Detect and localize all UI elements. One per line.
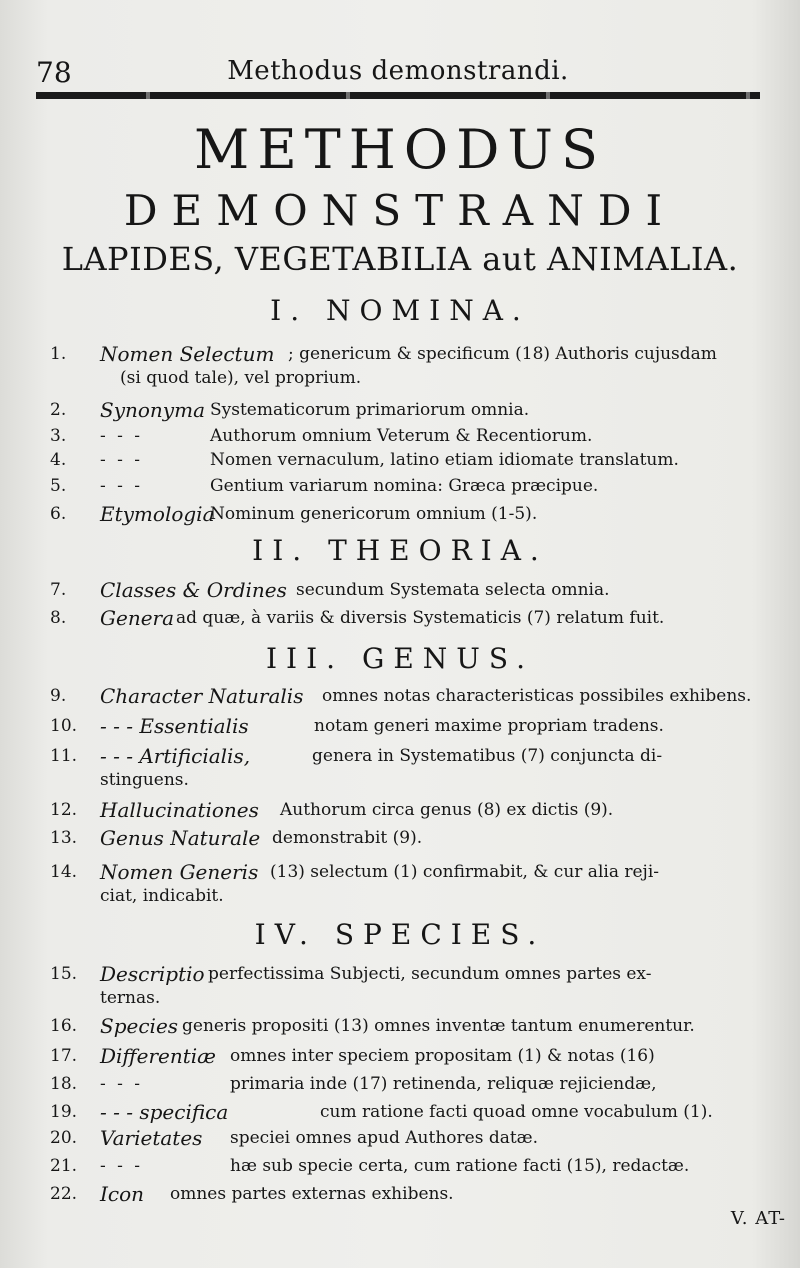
header-rule	[36, 92, 760, 99]
item-text: demonstrabit (9).	[272, 828, 423, 848]
item-text: (13) selectum (1) confirmabit, & cur alia reji-	[270, 862, 659, 882]
title-line-1: METHODUS	[194, 118, 606, 181]
item-text: ad quæ, à variis & diversis Systematicis (7) relatum fuit.	[176, 608, 665, 628]
item-number: 1.	[50, 344, 67, 364]
item-term: Nomen Selectum	[100, 342, 275, 366]
title-line-2: DEMONSTRANDI	[123, 186, 677, 235]
item-text-continued: (si quod tale), vel proprium.	[120, 368, 362, 388]
item-term: - - -	[100, 1156, 144, 1176]
item-term: - - -	[100, 450, 144, 470]
item-term: Varietates	[100, 1126, 203, 1150]
item-term: - - -	[100, 426, 144, 446]
item-number: 3.	[50, 426, 67, 446]
page-number: 78	[36, 56, 72, 89]
item-text-continued: stinguens.	[100, 770, 189, 790]
item-text: hæ sub specie certa, cum ratione facti (15), redactæ.	[230, 1156, 690, 1176]
item-number: 8.	[50, 608, 67, 628]
item-text: Systematicorum primariorum omnia.	[210, 400, 530, 420]
item-number: 19.	[50, 1102, 78, 1122]
item-number: 13.	[50, 828, 78, 848]
item-term: - - -	[100, 476, 144, 496]
item-number: 18.	[50, 1074, 78, 1094]
item-text: primaria inde (17) retinenda, reliquæ rejiciendæ,	[230, 1074, 657, 1094]
item-term: Classes & Ordines	[100, 578, 287, 602]
item-text: omnes partes externas exhibens.	[170, 1184, 454, 1204]
item-term: Icon	[100, 1182, 145, 1206]
item-text: Nomen vernaculum, latino etiam idiomate translatum.	[210, 450, 679, 470]
item-number: 21.	[50, 1156, 78, 1176]
item-term: Differentiæ	[100, 1044, 216, 1068]
item-text: generis propositi (13) omnes inventæ tantum enumerentur.	[182, 1016, 695, 1036]
item-text: Authorum omnium Veterum & Recentiorum.	[210, 426, 593, 446]
item-text: omnes notas characteristicas possibiles exhibens.	[322, 686, 752, 706]
item-text-continued: ternas.	[100, 988, 161, 1008]
item-number: 16.	[50, 1016, 78, 1036]
item-number: 11.	[50, 746, 78, 766]
item-number: 7.	[50, 580, 67, 600]
title-line-3: LAPIDES, VEGETABILIA aut ANIMALIA.	[61, 240, 739, 278]
section-heading-species: IV. SPECIES.	[254, 918, 546, 951]
item-term: Descriptio	[100, 962, 205, 986]
item-text: perfectissima Subjecti, secundum omnes partes ex-	[208, 964, 652, 984]
item-term: - - - specifica	[100, 1100, 229, 1124]
item-number: 12.	[50, 800, 78, 820]
page-header	[36, 54, 760, 88]
item-term: - - - Artificialis,	[100, 744, 251, 768]
item-term: Hallucinationes	[100, 798, 259, 822]
item-number: 22.	[50, 1184, 78, 1204]
item-number: 2.	[50, 400, 67, 420]
item-term: Species	[100, 1014, 179, 1038]
item-number: 17.	[50, 1046, 78, 1066]
section-heading-nomina: I. NOMINA.	[270, 294, 530, 327]
item-text: Nominum genericorum omnium (1-5).	[210, 504, 538, 524]
section-heading-theoria: II. THEORIA.	[252, 534, 548, 567]
item-text: Authorum circa genus (8) ex dictis (9).	[280, 800, 614, 820]
item-number: 14.	[50, 862, 78, 882]
item-text: secundum Systemata selecta omnia.	[296, 580, 610, 600]
item-number: 5.	[50, 476, 67, 496]
catchword: V. AT-	[730, 1208, 786, 1229]
item-text-continued: ciat, indicabit.	[100, 886, 224, 906]
item-term: Nomen Generis	[100, 860, 259, 884]
item-number: 15.	[50, 964, 78, 984]
item-text: omnes inter speciem propositam (1) & notas (16)	[230, 1046, 655, 1066]
running-head: Methodus demonstrandi.	[227, 56, 569, 86]
item-text: Gentium variarum nomina: Græca præcipue.	[210, 476, 599, 496]
item-number: 10.	[50, 716, 78, 736]
item-number: 4.	[50, 450, 67, 470]
item-term: Etymologia	[100, 502, 215, 526]
item-term: Genus Naturale	[100, 826, 261, 850]
item-term: Character Naturalis	[100, 684, 304, 708]
item-term: Genera	[100, 606, 175, 630]
item-term: - - -	[100, 1074, 144, 1094]
item-text: ; genericum & specificum (18) Authoris cujusdam	[288, 344, 717, 364]
section-heading-genus: III. GENUS.	[266, 642, 534, 675]
item-text: cum ratione facti quoad omne vocabulum (1).	[320, 1102, 713, 1122]
item-text: genera in Systematibus (7) conjuncta di-	[312, 746, 663, 766]
item-number: 6.	[50, 504, 67, 524]
item-number: 9.	[50, 686, 67, 706]
item-term: - - - Essentialis	[100, 714, 249, 738]
item-text: notam generi maxime propriam tradens.	[314, 716, 664, 736]
item-term: Synonyma	[100, 398, 205, 422]
item-text: speciei omnes apud Authores datæ.	[230, 1128, 539, 1148]
item-number: 20.	[50, 1128, 78, 1148]
